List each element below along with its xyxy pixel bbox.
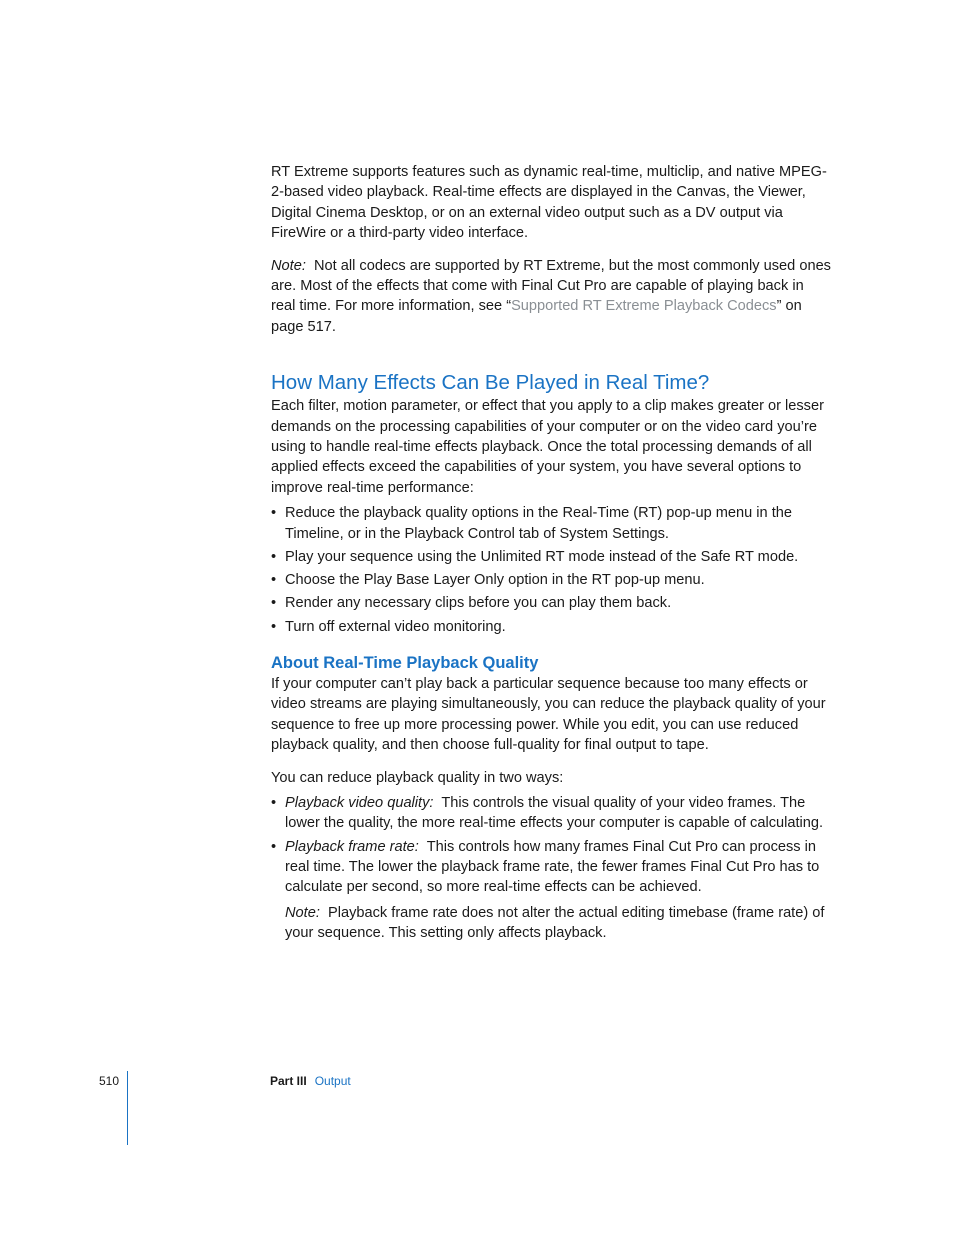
part-label: Part III: [270, 1074, 307, 1088]
list-item: [271, 793, 831, 834]
list-item-text: Reduce the playback quality options in the Real-Time (RT) pop-up menu in the Timeline, or in the Playback Control tab of System Settings.: [285, 505, 792, 542]
list-item-term: Playback video quality:: [285, 794, 434, 811]
list-item: [271, 617, 831, 637]
list-item: [271, 547, 831, 567]
list-item: [271, 503, 831, 544]
bullet-icon: •: [271, 548, 277, 565]
list-item-text: Choose the Play Base Layer Only option in the RT pop-up menu.: [285, 572, 705, 589]
subsection-heading: About Real-Time Playback Quality: [271, 653, 539, 672]
intro-paragraph: RT Extreme supports features such as dynamic real-time, multiclip, and native MPEG-2-based video playback. Real-time effects are displayed in the Canvas, the Viewer, Digital Cinema Desktop, or on an external video output such as a DV output via FireWire or a third-party video interface.: [271, 164, 827, 242]
section-heading: How Many Effects Can Be Played in Real Time?: [271, 371, 710, 395]
options-list: [271, 503, 831, 637]
part-title: Output: [314, 1074, 351, 1088]
list-item-text: Turn off external video monitoring.: [285, 618, 506, 635]
subsection-note: [285, 903, 831, 944]
intro-note: [271, 256, 831, 338]
footer-part: [270, 1073, 351, 1089]
quality-list: [271, 793, 831, 898]
list-item-text: Render any necessary clips before you can play them back.: [285, 595, 672, 612]
bullet-icon: •: [271, 618, 277, 635]
subsection-paragraph-2: You can reduce playback quality in two ways:: [271, 769, 564, 786]
note-text-1: Not all codecs are supported by RT Extreme, but the most commonly used ones are. Most of the effects that come with Final Cut Pro are capable of playing back in real time. For more information, see “: [271, 257, 831, 315]
bullet-icon: •: [271, 595, 277, 612]
bullet-icon: •: [271, 838, 277, 855]
note-text-2: ” on page 517.: [271, 298, 802, 335]
list-item: [271, 593, 831, 613]
page-number: 510: [99, 1074, 120, 1088]
note-label: Note:: [271, 257, 306, 274]
section-paragraph: Each filter, motion parameter, or effect that you apply to a clip makes greater or lesser demands on the processing capabilities of your computer or on the video card you’re using to handle real-time effects playback. Once the total processing demands of all applied effects exceed the capabilities of your system, you have several options to improve real-time performance:: [271, 398, 824, 496]
page-content: [271, 162, 831, 944]
note-label: Note:: [285, 904, 320, 921]
list-item: [271, 570, 831, 590]
bullet-icon: •: [271, 572, 277, 589]
codecs-link[interactable]: Supported RT Extreme Playback Codecs: [511, 298, 777, 315]
list-item-text: Play your sequence using the Unlimited RT mode instead of the Safe RT mode.: [285, 548, 799, 565]
list-item-term: Playback frame rate:: [285, 838, 419, 855]
subsection-paragraph-1: If your computer can’t play back a particular sequence because too many effects or video streams are playing simultaneously, you can reduce the playback quality of your sequence to free up more processing power. While you edit, you can use reduced playback quality, and then choose full-quality for final output to tape.: [271, 675, 826, 754]
list-item-text: This controls the visual quality of your video frames. The lower the quality, the more real-time effects your computer is capable of calculating.: [285, 794, 824, 832]
list-item: [271, 837, 831, 898]
footer-divider: [127, 1071, 128, 1145]
bullet-icon: •: [271, 505, 277, 522]
list-item-text: This controls how many frames Final Cut Pro can process in real time. The lower the playback frame rate, the fewer frames Final Cut Pro has to calculate per second, so more real-time effects can be achieved.: [285, 838, 820, 896]
bullet-icon: •: [271, 794, 277, 811]
note-text: Playback frame rate does not alter the actual editing timebase (frame rate) of your sequence. This setting only affects playback.: [285, 904, 825, 942]
